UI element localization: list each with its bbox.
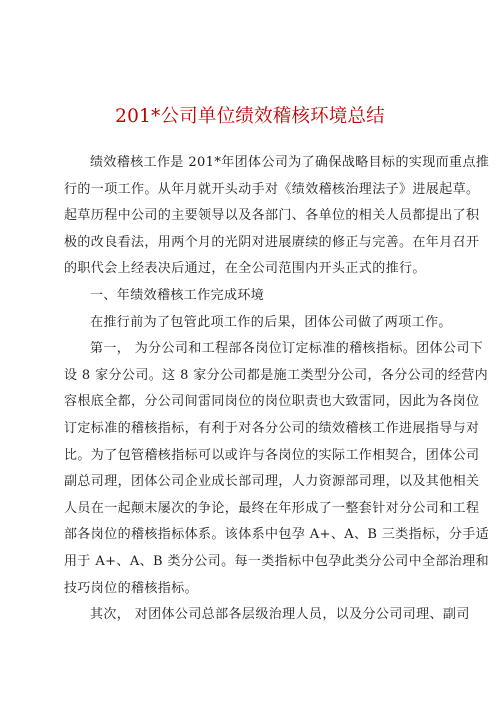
body-line: 在推行前为了包管此项工作的后果，团体公司做了两项工作。 — [90, 314, 452, 330]
body-line: 极的改良看法，用两个月的光阴对进展赓续的修正与完善。在年月召开 — [64, 234, 480, 250]
body-line: 绩效稽核工作是 201*年团体公司为了确保战略目标的实现而重点推 — [90, 155, 490, 170]
section-heading: 一、年绩效稽核工作完成环境 — [90, 287, 265, 303]
body-line: 订定标准的稽核指标，有利于对各分公司的绩效稽核工作进展指导与对 — [64, 420, 480, 436]
body-line: 部各岗位的稽核指标体系。该体系中包孕 A+、A、B 三类指标，分手适 — [64, 527, 490, 543]
body-line: 技巧岗位的稽核指标。 — [64, 580, 199, 596]
body-line: 设 8 家分公司。这 8 家分公司都是施工类型分公司，各分公司的经营内 — [64, 367, 489, 383]
body-line: 比。为了包管稽核指标可以或许与各岗位的实际工作相契合，团体公司 — [64, 447, 480, 463]
body-line: 第一， 为分公司和工程部各岗位订定标准的稽核指标。团体公司下 — [90, 341, 484, 357]
document-body — [64, 150, 490, 629]
body-line: 起草历程中公司的主要领导以及各部门、各单位的相关人员都提出了积 — [64, 208, 480, 224]
body-line: 容根底全都，分公司间雷同岗位的岗位职责也大致雷同，因此为各岗位 — [64, 394, 480, 410]
body-line: 其次， 对团体公司总部各层级治理人员，以及分公司司理、副司 — [90, 607, 470, 623]
body-line: 的职代会上经表决后通过，在全公司范围内开头正式的推行。 — [64, 261, 426, 277]
document-title: 201*公司单位绩效稽核环境总结 — [115, 106, 385, 127]
body-line: 人员在一起颠末屡次的争论，最终在年形成了一整套针对分公司和工程 — [64, 500, 480, 516]
body-line: 行的一项工作。从年月就开头动手对《绩效稽核治理法子》进展起草。 — [64, 181, 480, 197]
body-line: 用于 A+、A、B 类分公司。每一类指标中包孕此类分公司中全部治理和 — [64, 553, 490, 569]
body-line: 副总司理，团体公司企业成长部司理，人力资源部司理，以及其他相关 — [64, 474, 480, 490]
